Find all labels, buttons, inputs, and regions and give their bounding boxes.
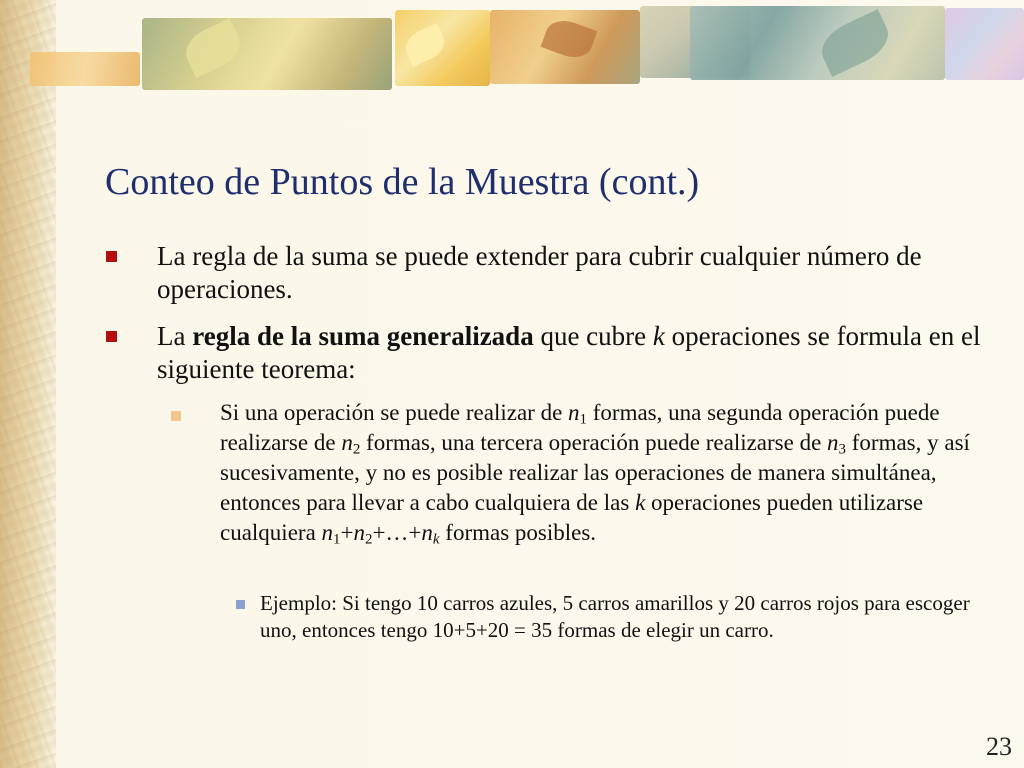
theorem-text: operaciones pueden utilizarse cualquiera (220, 490, 924, 545)
sub-bullet-theorem (220, 398, 1020, 548)
variable-n: n (827, 430, 839, 455)
bullet-item-1 (157, 240, 1017, 306)
theorem-text: formas, una segunda operación puede realizarse de (220, 400, 940, 455)
variable-n: n (321, 520, 334, 545)
subscript: 2 (352, 441, 361, 458)
page-number: 23 (986, 732, 1012, 761)
theorem-text: formas, una tercera operación puede realizarse de (360, 430, 828, 455)
theorem-text: Si una operación se puede realizar de (220, 400, 569, 425)
subscript: 1 (333, 531, 341, 548)
decorative-banner (0, 0, 1024, 120)
plus-sign: + (340, 520, 354, 545)
bullet-item-1-text: La regla de la suma se puede extender para cubrir cualquier número de operaciones. (157, 241, 922, 304)
variable-n: n (341, 430, 353, 455)
square-bullet-icon (171, 411, 181, 421)
variable-k: k (652, 321, 665, 351)
square-bullet-icon (236, 600, 245, 609)
square-bullet-icon (106, 251, 117, 262)
bullet-item-2 (157, 320, 1017, 386)
slide-title: Conteo de Puntos de la Muestra (cont.) (105, 161, 700, 203)
banner-tile (945, 8, 1024, 80)
variable-n: n (568, 400, 580, 425)
variable-k: k (635, 490, 646, 515)
bullet-item-2-text: operaciones se formula en el siguiente teorema: (157, 321, 981, 384)
example-text: Ejemplo: Si tengo 10 carros azules, 5 carros amarillos y 20 carros rojos para escoger uno, entonces tengo 10+5+20 = 35 formas de elegir un carro. (260, 591, 970, 642)
sub-bullet-example (260, 590, 1000, 644)
subscript: 3 (838, 441, 847, 458)
bullet-item-2-text: que cubre (533, 321, 653, 351)
theorem-text: formas posibles. (439, 520, 597, 545)
variable-n: n (353, 520, 365, 545)
bullet-item-2-bold: regla de la suma generalizada (192, 321, 534, 351)
banner-tile (30, 52, 140, 86)
square-bullet-icon (106, 331, 117, 342)
subscript: 2 (364, 531, 373, 548)
banner-tile (142, 18, 392, 90)
theorem-text: formas, y así sucesivamente, y no es posible realizar las operaciones de manera simultánea, entonces para llevar a cabo cualquiera de las (220, 430, 970, 515)
bullet-item-2-text: La (157, 321, 193, 351)
variable-n: n (421, 520, 433, 545)
subscript: 1 (579, 411, 588, 428)
banner-tile (690, 6, 945, 80)
subscript: k (432, 531, 440, 548)
ellipsis-sum: +…+ (372, 520, 422, 545)
